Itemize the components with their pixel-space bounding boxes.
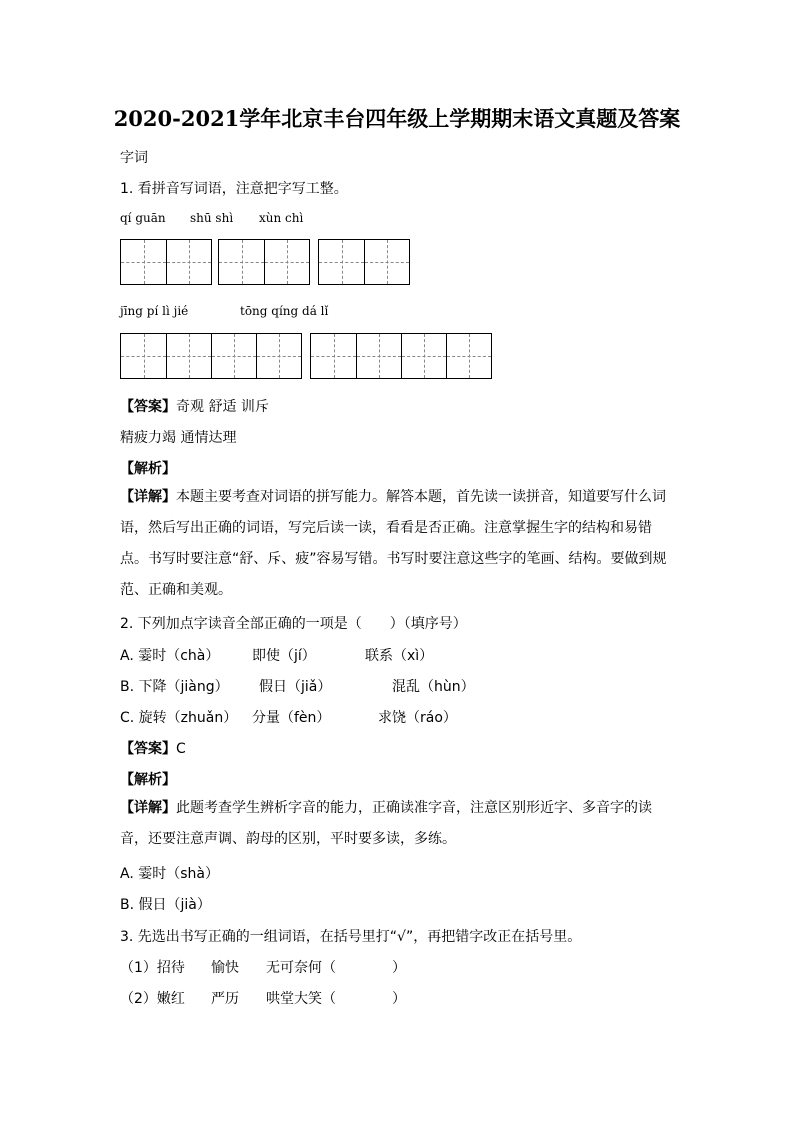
- option-a-2: 即使（jí）: [252, 648, 316, 664]
- q2-detail-text: 此题考查学生辨析字音的能力，正确读准字音，注意区别形近字、多音字的读音，还要注意声调、韵母的区别，平时要多读，多练。: [120, 800, 652, 847]
- pinyin-3: xùn chì: [259, 211, 304, 225]
- q1-prompt: 1. 看拼音写词语，注意把字写工整。: [120, 181, 348, 197]
- page-title: 2020-2021学年北京丰台四年级上学期期末语文真题及答案: [113, 106, 681, 131]
- pinyin-1: qí guān: [120, 211, 166, 225]
- q1-analysis-tag: 【解析】: [120, 461, 176, 477]
- writing-grid-4[interactable]: [120, 333, 302, 379]
- q1-answer-1: 奇观 舒适 训斥: [176, 399, 269, 415]
- q3-item-2-c[interactable]: 哄堂大笑（ ）: [266, 991, 406, 1007]
- q2-fix-b: B. 假日（jià）: [120, 897, 211, 913]
- option-c-2: 分量（fèn）: [252, 710, 331, 726]
- q2-prompt: 2. 下列加点字读音全部正确的一项是（ ）（填序号）: [120, 616, 467, 632]
- q3-item-1-c[interactable]: 无可奈何（ ）: [266, 960, 406, 976]
- q2-answer-line: [120, 738, 186, 758]
- q3-item-2-a: （2）嫩红: [120, 991, 185, 1007]
- q3-item-1-a: （1）招待: [120, 960, 185, 976]
- section-label: 字词: [120, 150, 148, 166]
- writing-grid-1[interactable]: [120, 239, 212, 285]
- option-a-1: A. 霎时（chà）: [120, 648, 220, 664]
- q2-option-a: [120, 645, 219, 665]
- writing-grid-2[interactable]: [218, 239, 310, 285]
- option-b-1: B. 下降（jiàng）: [120, 679, 229, 695]
- q3-item-1-b: 愉快: [211, 960, 239, 976]
- pinyin-4: jīng pí lì jié: [120, 304, 189, 318]
- q1-detail: [120, 482, 676, 606]
- q1-answer-2: 精疲力竭 通情达理: [120, 430, 237, 446]
- writing-grid-5[interactable]: [310, 333, 492, 379]
- writing-grid-3[interactable]: [318, 239, 410, 285]
- q3-item-2-b: 严历: [211, 991, 239, 1007]
- option-b-2: 假日（jiǎ）: [259, 679, 332, 695]
- pinyin-5: tōng qíng dá lǐ: [240, 304, 329, 318]
- option-c-3: 求饶（ráo）: [378, 710, 457, 726]
- option-a-3: 联系（xì）: [365, 648, 434, 664]
- q1-detail-text: 本题主要考查对词语的拼写能力。解答本题，首先读一读拼音，知道要写什么词语，然后写出正确的词语，写完后读一读，看看是否正确。注意掌握生字的结构和易错点。书写时要注意“舒、斥、疲”容易写错。书写时要注意这些字的笔画、结构。要做到规范、正确和美观。: [120, 489, 667, 598]
- q2-detail: [120, 793, 676, 855]
- answer-tag: 【答案】: [120, 399, 176, 415]
- q3-prompt: 3. 先选出书写正确的一组词语，在括号里打“√”，再把错字改正在括号里。: [120, 929, 582, 945]
- q1-answer-line: [120, 396, 269, 416]
- pinyin-2: shū shì: [190, 211, 234, 225]
- q2-answer: C: [176, 741, 186, 757]
- option-b-3: 混乱（hùn）: [392, 679, 475, 695]
- detail-tag: 【详解】: [120, 489, 176, 505]
- q2-fix-a: A. 霎时（shà）: [120, 866, 219, 882]
- answer-tag: 【答案】: [120, 741, 176, 757]
- q2-analysis-tag: 【解析】: [120, 772, 176, 788]
- option-c-1: C. 旋转（zhuǎn）: [120, 710, 238, 726]
- detail-tag: 【详解】: [120, 800, 176, 816]
